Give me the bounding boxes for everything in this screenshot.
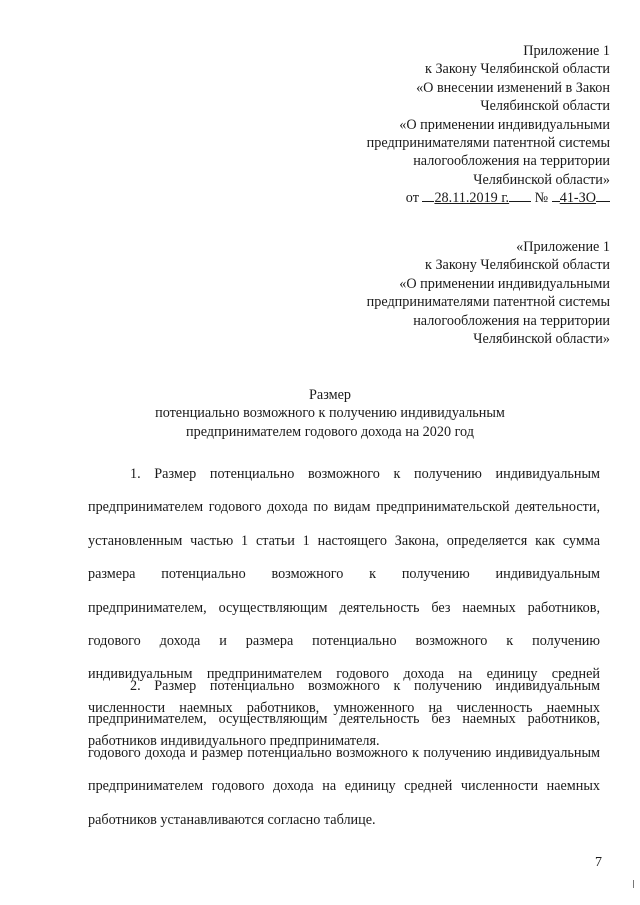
title-line: потенциально возможного к получению индивидуальным (155, 405, 505, 422)
attachment-header-original-law (367, 238, 610, 348)
attachment-line: «О применении индивидуальными (399, 116, 610, 133)
underline-filler (596, 189, 610, 202)
attachment-line: Приложение 1 (523, 43, 610, 59)
law-number: 41-ЗО (559, 190, 596, 207)
paragraph-2: 2. Размер потенциально возможного к получению индивидуальным предпринимателем, осуществляющим деятельность без наемных работников, годового дохода и размер потенциально возможного к получению индивидуальным предпринимателем годового дохода на единицу средней численности наемных работников устанавливаются согласно таблице. (88, 678, 600, 828)
paragraph-1: 1. Размер потенциально возможного к получению индивидуальным предпринимателем годового дохода по видам предпринимательской деятельности, установленным частью 1 статьи 1 настоящего Закона, определяется как сумма размера потенциально возможного к получению индивидуальным предпринимателем, осуществляющим деятельность без наемных работников, годового дохода и размера потенциально возможного к получению индивидуальным предпринимателем годового дохода на единицу средней численности наемных работников, умноженного на численность наемных работников индивидуального предпринимателя. (88, 466, 600, 750)
page-number: 7 (595, 855, 602, 870)
attachment-line: предпринимателями патентной системы (366, 294, 610, 311)
scan-edge-mark (633, 880, 634, 888)
attachment-line: «Приложение 1 (516, 239, 610, 255)
attachment-line: «О внесении изменений в Закон (416, 79, 610, 96)
attachment-line: налогообложения на территории (413, 312, 610, 329)
law-date-number-line (367, 189, 610, 207)
attachment-line: к Закону Челябинской области (425, 257, 610, 274)
underline-filler (552, 189, 560, 202)
attachment-line: Челябинской области» (473, 331, 610, 348)
underline-filler (422, 189, 434, 202)
attachment-line: предпринимателями патентной системы (366, 135, 610, 152)
underline-filler (509, 189, 531, 202)
document-title (100, 386, 560, 441)
number-prefix: № (534, 190, 549, 207)
title-line: предпринимателем годового дохода на 2020 год (186, 423, 474, 440)
attachment-line: «О применении индивидуальными (399, 275, 610, 292)
attachment-line: Челябинской области (480, 98, 610, 115)
attachment-line: к Закону Челябинской области (425, 61, 610, 78)
title-line: Размер (309, 387, 351, 403)
law-date: 28.11.2019 г. (434, 190, 510, 207)
attachment-line: Челябинской области» (473, 171, 610, 188)
attachment-header-amendment (367, 42, 610, 208)
attachment-line: налогообложения на территории (413, 153, 610, 170)
date-prefix: от (405, 190, 419, 207)
